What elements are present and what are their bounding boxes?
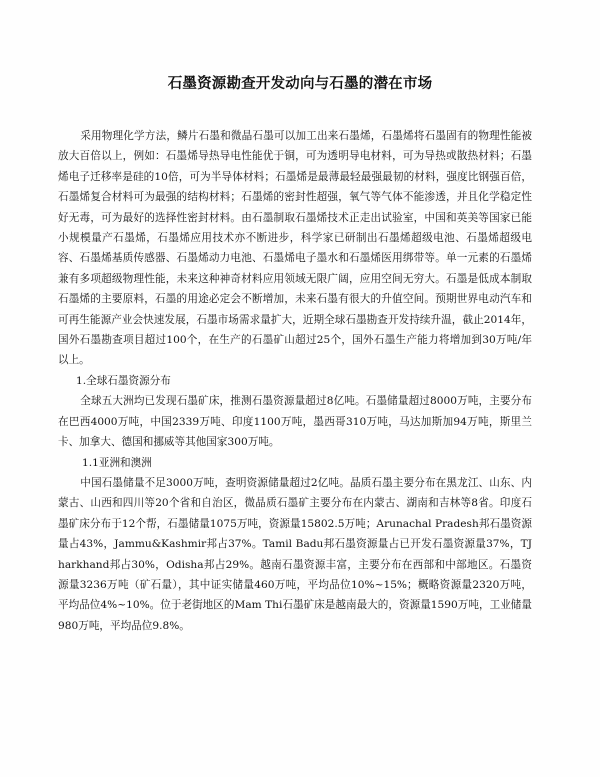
subsection-heading-asia-australia: 1.1亚洲和澳洲: [82, 456, 152, 469]
section-heading-global-distribution: 1.全球石墨资源分布: [76, 374, 171, 387]
page-title: 石墨资源勘查开发动向与石墨的潜在市场: [167, 76, 433, 92]
article-body: [58, 126, 532, 636]
intro-paragraph: 采用物理化学方法，鳞片石墨和微晶石墨可以加工出来石墨烯，石墨烯将石墨固有的物理性能被放大百倍以上，例如：石墨烯导热导电性能优于铜，可为透明导电材料，可为导热或散热材料；石墨烯电子迁移率是硅的10倍，可为半导体材料；石墨烯是最薄最轻最强最韧的材料，强度比钢强百倍，石墨烯复合材料可为最强的结构材料；石墨烯的密封性超强，氧气等气体不能渗透，并且化学稳定性好无毒，可为最好的选择性密封材料。由石墨制取石墨烯技术正走出试验室，中国和英美等国家已能小规模量产石墨烯，石墨烯应用技术亦不断进步，科学家已研制出石墨烯超级电池、石墨烯超级电容、石墨烯基质传感器、石墨烯动力电池、石墨烯电子墨水和石墨烯医用绑带等。单一元素的石墨烯兼有多项超级物理性能，未来这种神奇材料应用领域无限广阔，应用空间无穷大。石墨是低成本制取石墨烯的主要原料，石墨的用途必定会不断增加，未来石墨有很大的升值空间。预期世界电动汽车和可再生能源产业会快速发展，石墨市场需求量扩大，近期全球石墨勘查开发持续升温，截止2014年，国外石墨勘查项目超过100个，在生产的石墨矿山超过25个，国外石墨生产能力将增加到30万吨/年以上。: [58, 130, 532, 367]
global-distribution-paragraph: 全球五大洲均已发现石墨矿床，推测石墨资源量超过8亿吨。石墨储量超过8000万吨，主要分布在巴西4000万吨，中国2339万吨、印度1100万吨，墨西哥310万吨，马达加斯加94万吨，斯里兰卡、加拿大、德国和挪威等其他国家300万吨。: [58, 395, 532, 449]
asia-paragraph: 中国石墨储量不足3000万吨，查明资源储量超过2亿吨。晶质石墨主要分布在黑龙江、山东、内蒙古、山西和四川等20个省和自治区，微晶质石墨矿主要分布在内蒙古、湖南和吉林等8省。印度石墨矿床分布于12个帮，石墨储量1075万吨，资源量15802.5万吨；Arunachal Pradesh邦石墨资源量占43%，Jammu&Kashmir邦占37%。Tamil Badu邦石墨资源量占已开发石墨资源量37%，TJharkhand邦占30%，Odisha邦占29%。越南石墨资源丰富，主要分布在西部和中部地区。石墨资源量3236万吨（矿石量），其中证实储量460万吨，平均品位10%~15%；概略资源量2320万吨，平均品位4%~10%。位于老街地区的Mam Thi石墨矿床是越南最大的，资源量1590万吨，工业储量980万吨，平均品位9.8%。: [58, 476, 532, 632]
